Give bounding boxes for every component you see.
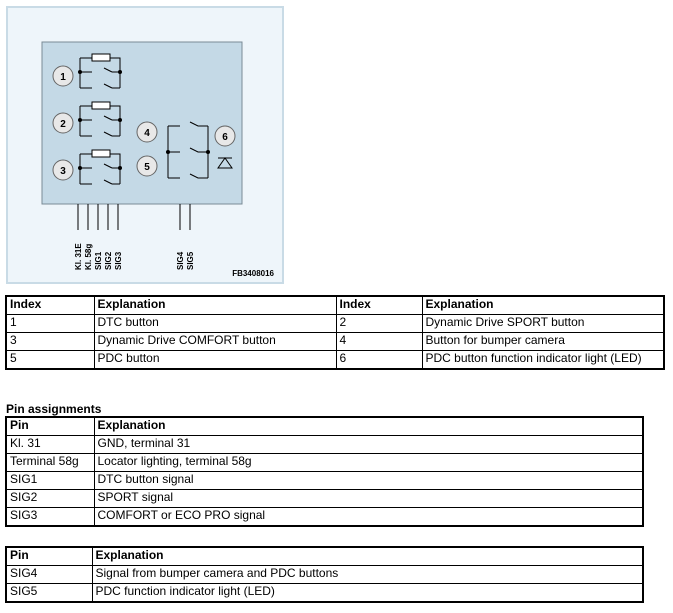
pin-label-kl58g: Kl. 58g: [84, 243, 93, 270]
explanation-cell: DTC button: [94, 315, 336, 333]
index-cell: 6: [336, 351, 422, 370]
wiring-diagram: [8, 8, 282, 282]
figure-id: FB3408016: [232, 269, 274, 278]
explanation-cell: PDC button: [94, 351, 336, 370]
pin-label-sig3: SIG3: [114, 251, 123, 270]
explanation-cell: SPORT signal: [94, 490, 643, 508]
explanation-cell: COMFORT or ECO PRO signal: [94, 508, 643, 527]
pin-label-kl31e: Kl. 31E: [74, 243, 83, 270]
explanation-cell: Dynamic Drive COMFORT button: [94, 333, 336, 351]
table-row: [6, 454, 643, 472]
component-3-label: 3: [60, 166, 66, 177]
table-row: [6, 472, 643, 490]
pin-cell: SIG5: [6, 584, 92, 603]
component-5-label: 5: [144, 162, 150, 173]
pin-cell: SIG1: [6, 472, 94, 490]
component-1-label: 1: [60, 72, 66, 83]
pin-table-1: [5, 416, 644, 527]
explanation-cell: PDC button function indicator light (LED): [422, 351, 664, 370]
header-explanation-1: Explanation: [94, 296, 336, 315]
table-row: [6, 315, 664, 333]
component-6-label: 6: [222, 132, 228, 143]
pin-cell: SIG3: [6, 508, 94, 527]
explanation-cell: GND, terminal 31: [94, 436, 643, 454]
table-row: [6, 490, 643, 508]
explanation-cell: Button for bumper camera: [422, 333, 664, 351]
table-row: [6, 333, 664, 351]
pin-cell: SIG4: [6, 566, 92, 584]
table-row: [6, 351, 664, 370]
header-explanation: Explanation: [92, 547, 643, 566]
pin-assignments-title: Pin assignments: [6, 402, 102, 416]
pin-cell: Terminal 58g: [6, 454, 94, 472]
index-cell: 1: [6, 315, 94, 333]
index-cell: 2: [336, 315, 422, 333]
explanation-cell: Dynamic Drive SPORT button: [422, 315, 664, 333]
component-2-label: 2: [60, 119, 66, 130]
pin-cell: SIG2: [6, 490, 94, 508]
pin-labels: [74, 243, 195, 270]
header-index-2: Index: [336, 296, 422, 315]
index-cell: 3: [6, 333, 94, 351]
table-row: [6, 436, 643, 454]
explanation-cell: Locator lighting, terminal 58g: [94, 454, 643, 472]
pin-table-2-header: [6, 547, 643, 566]
pin-label-sig2: SIG2: [104, 251, 113, 270]
pin-label-sig5: SIG5: [186, 251, 195, 270]
index-cell: 4: [336, 333, 422, 351]
header-explanation-2: Explanation: [422, 296, 664, 315]
table-row: [6, 566, 643, 584]
table-row: [6, 508, 643, 527]
header-index-1: Index: [6, 296, 94, 315]
index-table-header: [6, 296, 664, 315]
table-row: [6, 584, 643, 603]
explanation-cell: Signal from bumper camera and PDC buttons: [92, 566, 643, 584]
explanation-cell: PDC function indicator light (LED): [92, 584, 643, 603]
explanation-cell: DTC button signal: [94, 472, 643, 490]
pin-cell: Kl. 31: [6, 436, 94, 454]
header-pin: Pin: [6, 417, 94, 436]
component-4-label: 4: [144, 128, 150, 139]
header-pin: Pin: [6, 547, 92, 566]
pin-label-sig4: SIG4: [176, 251, 185, 270]
index-table: [5, 295, 665, 370]
pin-table-1-header: [6, 417, 643, 436]
pin-table-2: [5, 546, 644, 603]
wiring-diagram-figure: [6, 6, 284, 284]
header-explanation: Explanation: [94, 417, 643, 436]
pin-label-sig1: SIG1: [94, 251, 103, 270]
index-cell: 5: [6, 351, 94, 370]
